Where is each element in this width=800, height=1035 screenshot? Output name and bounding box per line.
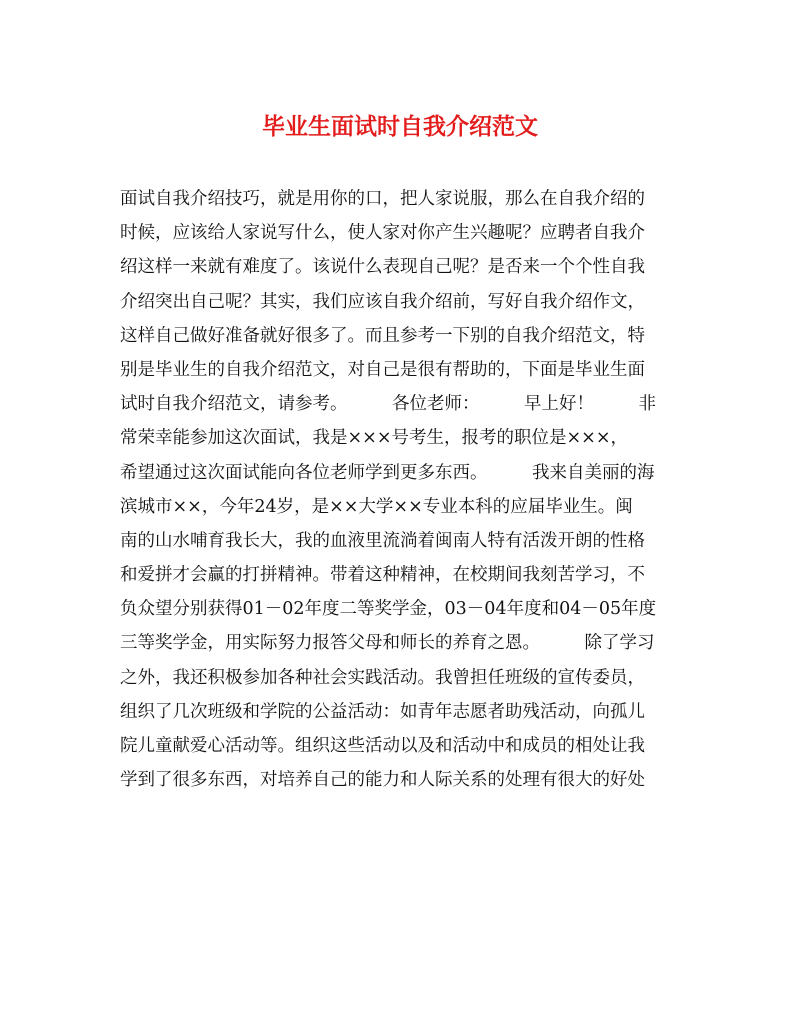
body-line-4: 介绍突出自己呢？其实，我们应该自我介绍前，写好自我介绍作文， <box>120 291 645 312</box>
body-line-17: 院儿童献爱心活动等。组织这些活动以及和活动中和成员的相处让我 <box>120 736 645 756</box>
body-line-3: 绍这样一来就有难度了。该说什么表现自己呢？是否来一个个性自我 <box>120 257 645 278</box>
body-line-7: 试时自我介绍范文，请参考。 各位老师： 早上好！ 非 <box>120 394 657 415</box>
document-body <box>120 182 685 797</box>
body-line-5: 这样自己做好准备就好很多了。而且参考一下别的自我介绍范文，特 <box>120 325 645 346</box>
body-line-12: 和爱拼才会赢的打拼精神。带着这种精神，在校期间我刻苦学习，不 <box>120 565 645 586</box>
body-line-13: 负众望分别获得01－02年度二等奖学金，03－04年度和04－05年度 <box>120 599 657 620</box>
body-line-1: 面试自我介绍技巧，就是用你的口，把人家说服，那么在自我介绍的 <box>120 189 645 209</box>
body-line-8: 常荣幸能参加这次面试，我是×××号考生，报考的职位是×××， <box>120 428 628 449</box>
body-line-15: 之外，我还积极参加各种社会实践活动。我曾担任班级的宣传委员， <box>120 667 645 688</box>
body-line-14: 三等奖学金，用实际努力报答父母和师长的养育之恩。 除了学习 <box>120 633 655 654</box>
body-line-2: 时候，应该给人家说写什么，使人家对你产生兴趣呢？应聘者自我介 <box>120 223 645 244</box>
body-line-9: 希望通过这次面试能向各位老师学到更多东西。 我来自美丽的海 <box>120 462 655 483</box>
body-line-18: 学到了很多东西，对培养自己的能力和人际关系的处理有很大的好处 <box>120 770 645 791</box>
document-title: 毕业生面试时自我介绍范文 <box>262 113 538 140</box>
body-line-10: 滨城市××，今年24岁，是××大学××专业本科的应届毕业生。闽 <box>120 496 633 517</box>
body-line-6: 别是毕业生的自我介绍范文，对自己是很有帮助的，下面是毕业生面 <box>120 359 645 380</box>
body-line-11: 南的山水哺育我长大，我的血液里流淌着闽南人特有活泼开朗的性格 <box>120 530 645 551</box>
body-line-16: 组织了几次班级和学院的公益活动：如青年志愿者助残活动，向孤儿 <box>120 701 645 722</box>
